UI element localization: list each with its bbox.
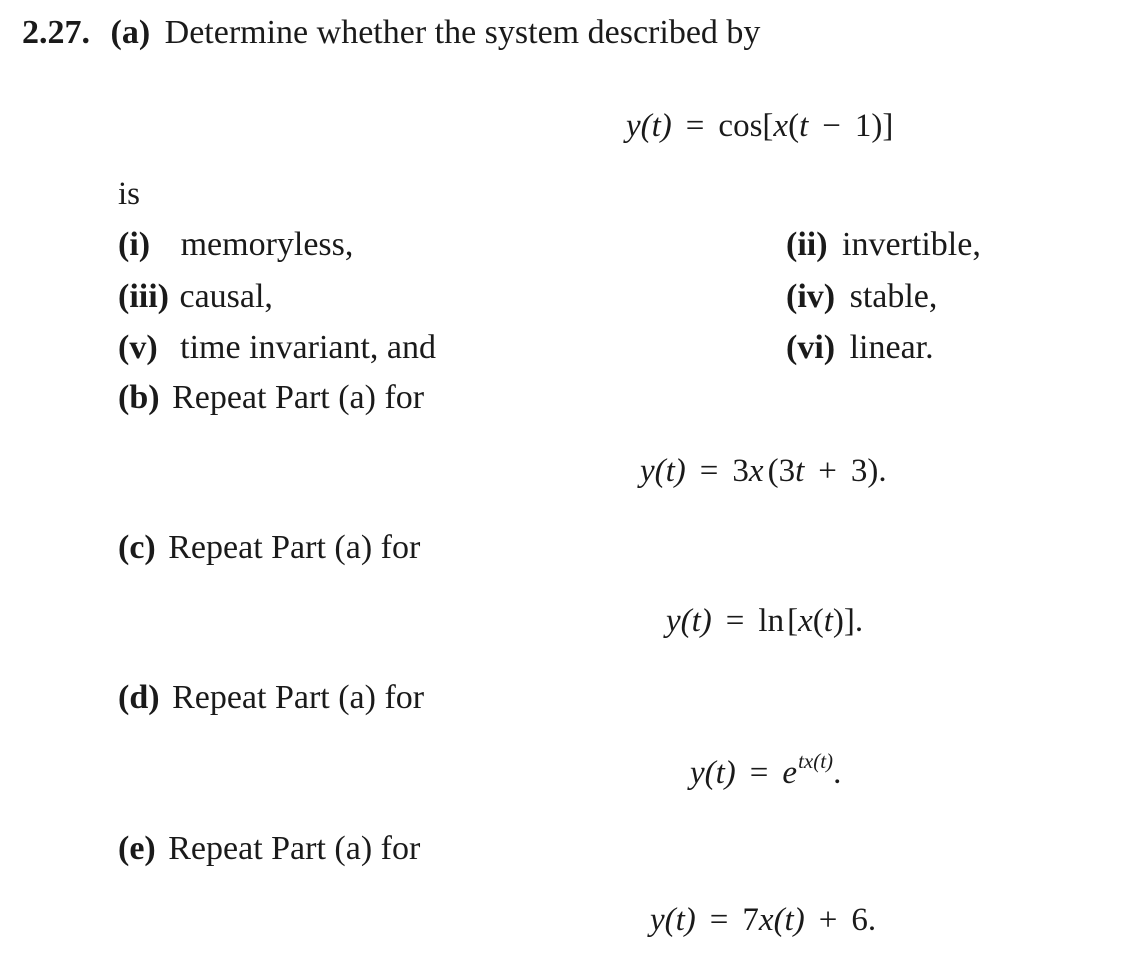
eq-a-x: x	[773, 108, 789, 144]
property-text: stable,	[849, 278, 938, 315]
part-e	[118, 832, 420, 866]
property-label: (v)	[118, 329, 158, 366]
eq-b-t: t	[795, 453, 805, 489]
eq-e-coef: 7	[742, 902, 759, 938]
eq-c-rest: )].	[832, 603, 864, 639]
property-text: causal,	[179, 278, 273, 315]
property-label: (iv)	[786, 278, 836, 315]
property-label: (i)	[118, 226, 151, 263]
eq-a-rhs-pre: cos[	[718, 108, 774, 144]
part-d-text: Repeat Part (a) for	[172, 679, 425, 716]
eq-a-equals: =	[685, 108, 705, 144]
equation-e	[650, 904, 876, 937]
problem-number: 2.27.	[22, 14, 90, 51]
is-text: is	[118, 176, 141, 212]
property-text: invertible,	[842, 226, 981, 263]
eq-c-equals: =	[725, 603, 745, 639]
eq-a-minus: −	[822, 108, 841, 144]
part-d	[118, 681, 424, 715]
property-i	[118, 228, 353, 262]
equation-c	[666, 605, 863, 638]
property-ii	[786, 228, 981, 262]
eq-c-lhs: y(t)	[666, 603, 712, 639]
equation-a	[626, 110, 893, 143]
property-text: linear.	[849, 329, 934, 366]
part-b-text: Repeat Part (a) for	[172, 379, 425, 416]
part-a-text: Determine whether the system described by	[164, 14, 761, 51]
eq-c-x: x	[798, 603, 813, 639]
eq-a-lhs: y(t)	[626, 108, 672, 144]
property-v	[118, 331, 436, 365]
property-text: time invariant, and	[180, 329, 437, 366]
part-c-text: Repeat Part (a) for	[168, 529, 421, 566]
eq-d-lhs: y(t)	[690, 755, 736, 791]
property-vi	[786, 331, 934, 365]
eq-b-x: x	[748, 453, 764, 489]
part-c-label: (c)	[118, 529, 156, 566]
property-label: (ii)	[786, 226, 828, 263]
eq-d-base: e	[782, 755, 798, 791]
eq-d-rest: .	[833, 755, 842, 791]
eq-b-plus: +	[818, 453, 837, 489]
eq-b-lhs: y(t)	[640, 453, 686, 489]
eq-d-exponent: tx(t)	[798, 749, 834, 773]
eq-e-plus: +	[818, 902, 838, 938]
eq-e-x: x(t)	[758, 902, 805, 938]
eq-c-fn: ln	[758, 603, 785, 639]
part-d-label: (d)	[118, 679, 160, 716]
eq-c-open: [	[787, 603, 799, 639]
eq-b-coef: 3	[732, 453, 749, 489]
eq-d-equals: =	[749, 755, 769, 791]
eq-e-equals: =	[709, 902, 729, 938]
eq-b-open: (3	[767, 453, 796, 489]
eq-a-rest: 1)]	[854, 108, 894, 144]
part-a-label: (a)	[110, 14, 151, 51]
eq-e-lhs: y(t)	[650, 902, 696, 938]
eq-a-t: t	[799, 108, 809, 144]
property-iv	[786, 280, 937, 314]
eq-b-rest: 3).	[850, 453, 887, 489]
part-b-label: (b)	[118, 379, 160, 416]
problem-header	[22, 16, 760, 50]
property-iii	[118, 280, 273, 314]
eq-c-t: t	[823, 603, 833, 639]
eq-b-equals: =	[699, 453, 719, 489]
eq-c-paren: (	[812, 603, 824, 639]
part-b	[118, 381, 424, 415]
property-text: memoryless,	[180, 226, 354, 263]
equation-d	[690, 749, 842, 791]
part-e-text: Repeat Part (a) for	[168, 830, 421, 867]
eq-e-rest: 6.	[851, 902, 877, 938]
equation-b	[640, 455, 887, 488]
property-label: (vi)	[786, 329, 836, 366]
property-label: (iii)	[118, 278, 169, 315]
part-c	[118, 531, 420, 565]
part-e-label: (e)	[118, 830, 156, 867]
eq-a-open: (	[788, 108, 800, 144]
